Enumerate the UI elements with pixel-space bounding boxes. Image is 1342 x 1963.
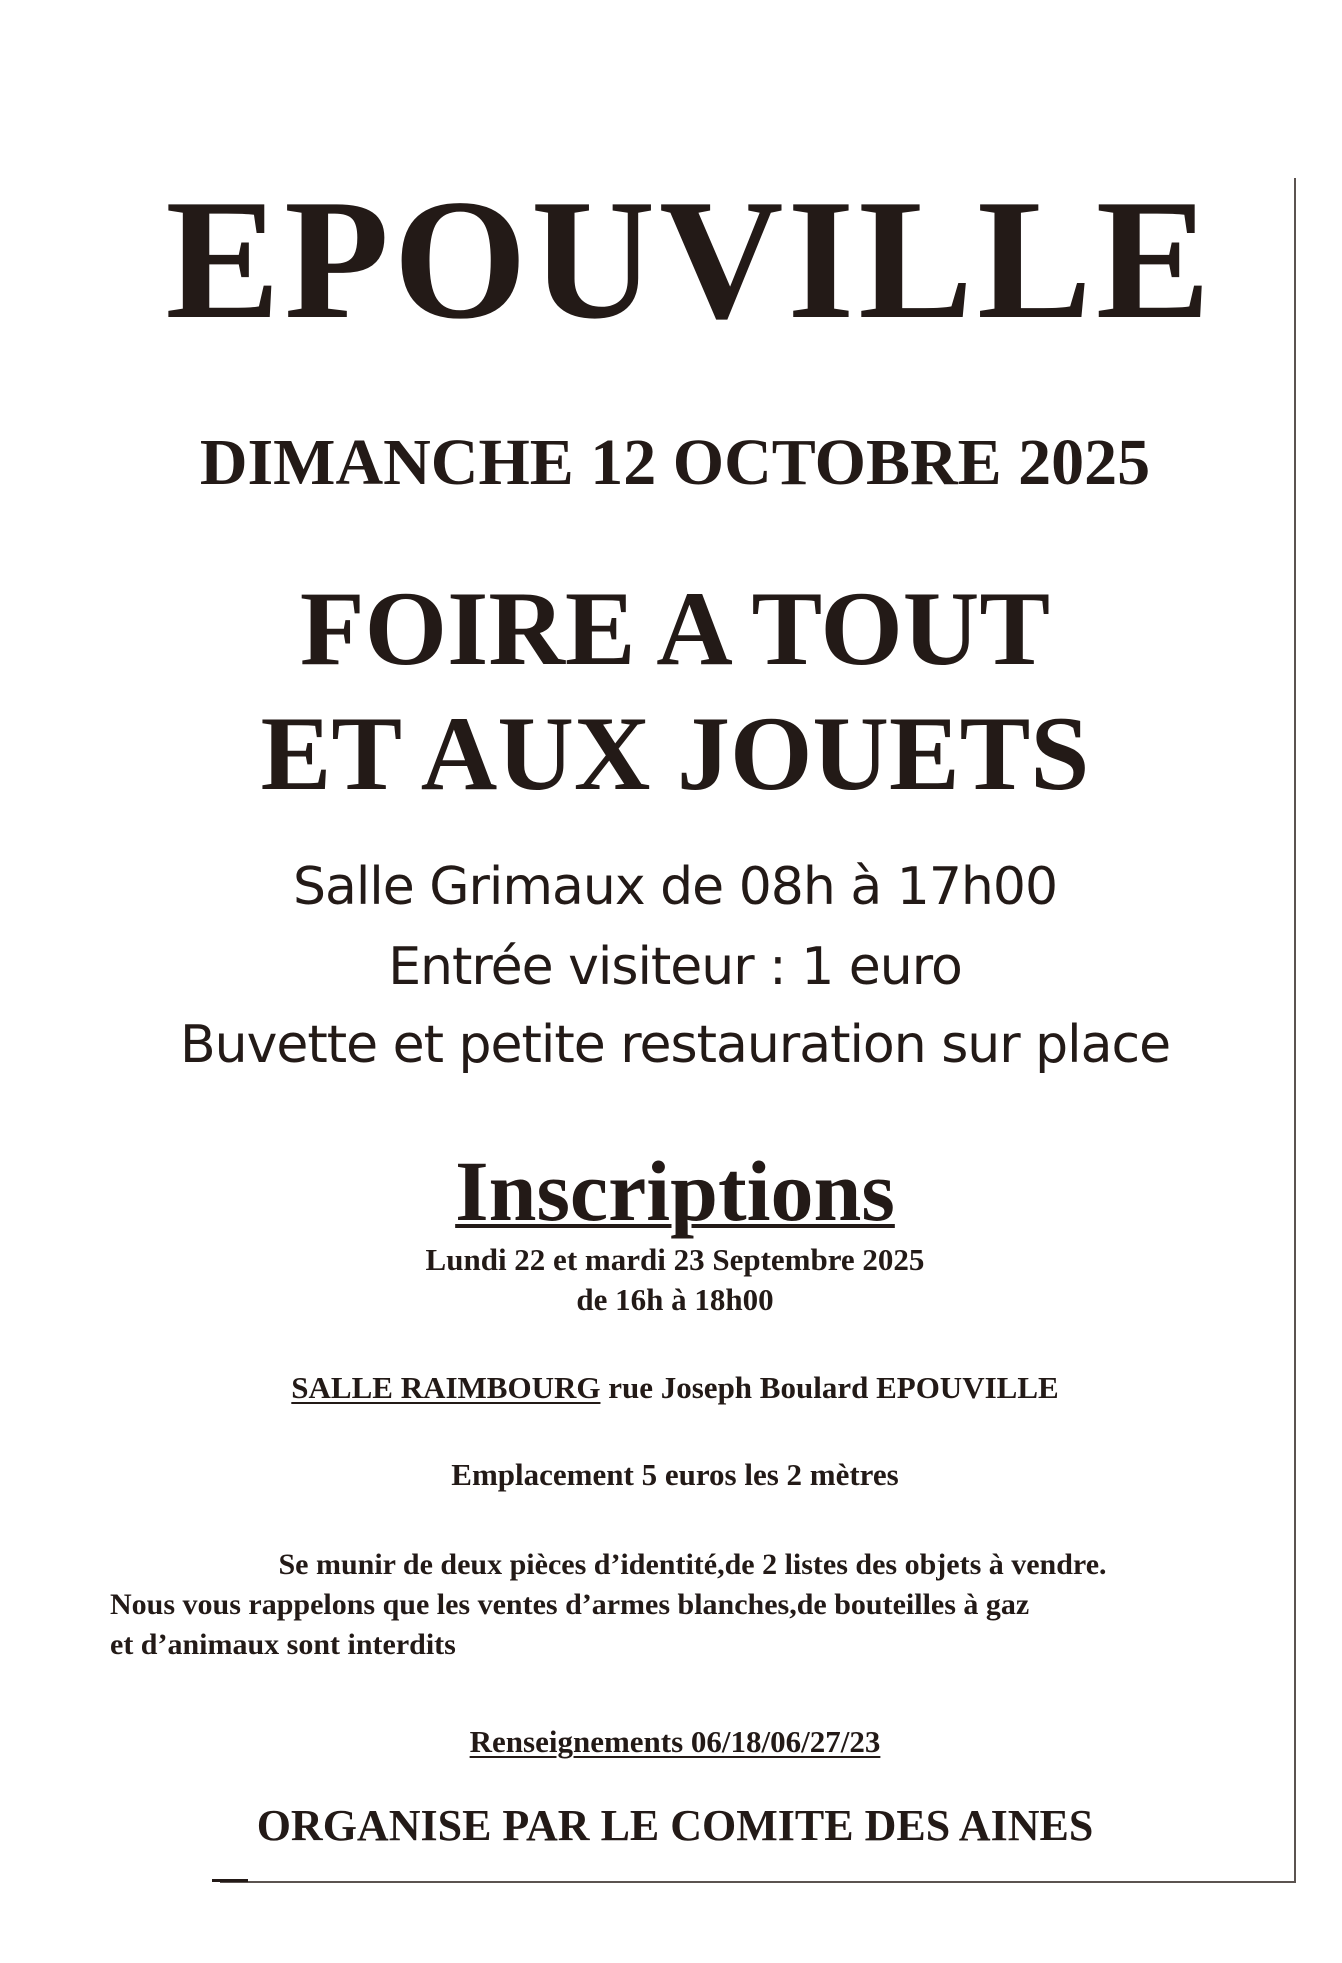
contact-info-text: Renseignements 06/18/06/27/23 bbox=[469, 1724, 881, 1759]
town-title: EPOUVILLE bbox=[165, 165, 1215, 355]
event-date: DIMANCHE 12 OCTOBRE 2025 bbox=[199, 426, 1151, 499]
registration-dates: Lundi 22 et mardi 23 Septembre 2025 bbox=[425, 1242, 925, 1277]
organizer: ORGANISE PAR LE COMITE DES AINES bbox=[256, 1801, 1094, 1850]
registration-place-name: SALLE RAIMBOURG bbox=[291, 1370, 601, 1405]
page-edge-mark bbox=[212, 1879, 248, 1882]
venue-hours: Salle Grimaux de 08h à 17h00 bbox=[292, 857, 1058, 917]
event-title-line1: FOIRE A TOUT bbox=[299, 570, 1051, 687]
refreshments: Buvette et petite restauration sur place bbox=[179, 1015, 1171, 1075]
rules-line-2: Nous vous rappelons que les ventes d’armes blanches,de bouteilles à gaz bbox=[110, 1588, 1030, 1621]
pitch-price: Emplacement 5 euros les 2 mètres bbox=[451, 1457, 899, 1492]
registration-hours: de 16h à 18h00 bbox=[576, 1282, 774, 1317]
registration-place-address: rue Joseph Boulard EPOUVILLE bbox=[600, 1370, 1059, 1405]
page-edge-right bbox=[1294, 178, 1296, 1883]
registration-place bbox=[110, 1368, 1240, 1408]
contact-info bbox=[110, 1722, 1240, 1762]
registration-heading bbox=[130, 1142, 1220, 1240]
entry-fee: Entrée visiteur : 1 euro bbox=[388, 937, 962, 997]
rules-line-3: et d’animaux sont interdits bbox=[110, 1628, 456, 1661]
page-edge-bottom bbox=[220, 1881, 1296, 1883]
rules-line-1: Se munir de deux pièces d’identité,de 2 listes des objets à vendre. bbox=[278, 1548, 1107, 1581]
event-title-line2: ET AUX JOUETS bbox=[260, 695, 1090, 812]
registration-heading-text: Inscriptions bbox=[455, 1143, 895, 1239]
